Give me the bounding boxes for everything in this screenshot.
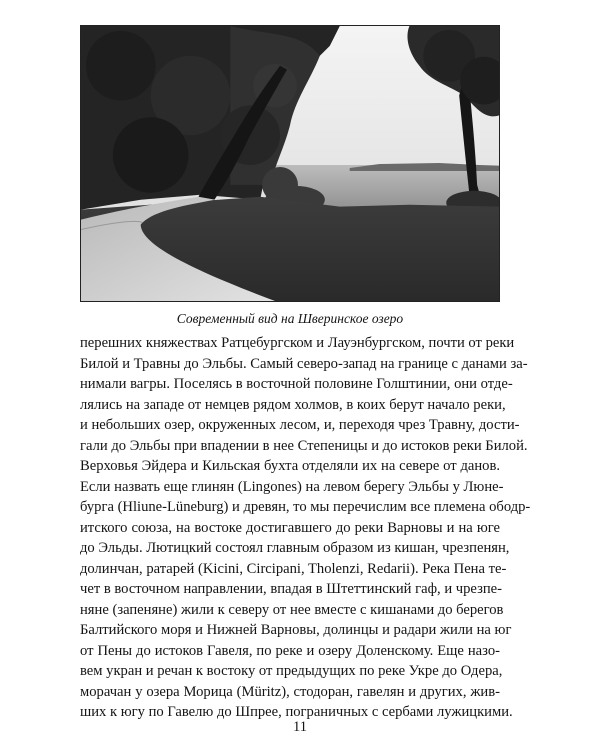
text-line: долинчан, ратарей (Kicini, Circipani, Tholenzi, Redarii). Река Пена те- [80,560,507,577]
text-line: ших к югу по Гавелю до Шпрее, пограничных с сербами лужицкими. [80,704,513,720]
text-line: лялись на западе от немцев рядом холмов, в коих берут начало реки, [80,396,506,413]
text-line: и небольших озер, окруженных лесом, и, переходя чрез Травну, дости- [80,417,520,433]
text-line: до Эльды. Лютицкий состоял главным образом из кишан, чрезпенян, [80,540,510,556]
text-line: няне (запеняне) жили к северу от нее вместе с кишанами до берегов [80,601,504,618]
text-line: Балтийского моря и Нижней Варновы, долинцы и радари жили на юг [80,622,512,638]
text-line: бурга (Hliune-Lüneburg) и древян, то мы перечислим все племена ободр- [80,499,531,515]
text-line: Верховья Эйдера и Кильская бухта отделяли их на севере от данов. [80,458,500,474]
lake-photograph [80,25,500,302]
text-line: перешних княжествах Ратцебургском и Лауэнбургском, почти от реки [80,335,515,351]
page-number: 11 [293,719,307,735]
text-line: Если назвать еще глинян (Lingones) на левом берегу Эльбы у Люне- [80,478,504,495]
figure-caption: Современный вид на Шверинское озеро [176,311,404,326]
text-line: итского союза, на востоке достигавшего до реки Варновы и на юге [80,519,500,536]
text-line: Билой и Травны до Эльбы. Самый северо-запад на границе с данами за- [80,355,528,372]
text-line: нимали вагры. Поселясь в восточной половине Голштинии, они отде- [80,376,513,392]
text-line: гали до Эльбы при впадении в нее Степеницы и до истоков реки Билой. [80,437,528,454]
text-line: вем укран и речан к востоку от предыдущих по реке Укре до Одера, [80,663,503,679]
text-line: чет в восточном направлении, впадая в Штеттинский гаф, и чрезпе- [80,581,502,597]
text-line: от Пены до истоков Гавеля, по реке и озеру Доленскому. Еще назо- [80,642,500,659]
text-line: морачан у озера Морица (Müritz), стодоран, гавелян и других, жив- [80,683,500,700]
body-text [80,333,531,723]
